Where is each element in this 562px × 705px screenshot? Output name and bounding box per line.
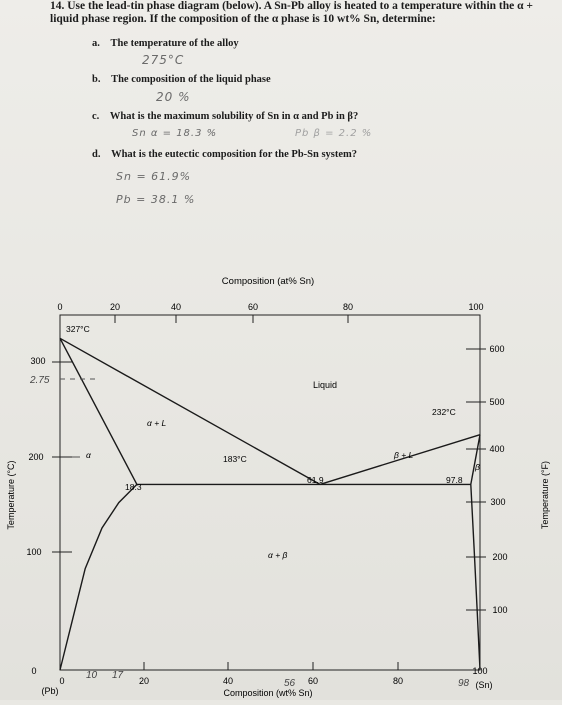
phase-diagram <box>0 270 562 700</box>
item-a-text: The temperature of the alloy <box>110 38 239 49</box>
label-eutectic-comp: 61.9 <box>307 475 324 485</box>
item-b <box>92 74 271 85</box>
top-tick-20: 20 <box>109 302 121 312</box>
right-tick-100: 100 <box>492 605 508 615</box>
region-beta: β <box>475 462 480 472</box>
solvus-right-curve <box>471 484 480 670</box>
bottom-tick-20: 20 <box>138 676 150 686</box>
region-beta-l: β + L <box>394 450 414 460</box>
label-pb-melting: 327°C <box>66 324 90 334</box>
answer-c-pb: Pb β = 2.2 % <box>295 128 373 139</box>
handwritten-98: 98 <box>458 678 470 689</box>
left-axis-label: Temperature (°C) <box>6 460 16 530</box>
right-tick-600: 600 <box>489 344 505 354</box>
right-tick-200: 200 <box>492 552 508 562</box>
plot-frame <box>60 315 480 670</box>
top-tick-0: 0 <box>57 302 63 312</box>
region-alpha-l: α + L <box>147 418 167 428</box>
item-a-label: a. <box>92 38 100 49</box>
left-tick-0: 0 <box>31 666 37 676</box>
region-alpha-beta: α + β <box>268 550 288 560</box>
handwritten-17: 17 <box>112 670 124 681</box>
bottom-axis-label: Composition (wt% Sn) <box>223 688 313 698</box>
label-sn-melting: 232°C <box>432 407 456 417</box>
bottom-tick-60: 60 <box>307 676 319 686</box>
left-tick-100: 100 <box>26 547 42 557</box>
item-b-text: The composition of the liquid phase <box>111 74 271 85</box>
top-tick-80: 80 <box>342 302 354 312</box>
region-alpha: α <box>86 450 91 460</box>
handwritten-275: 2.75 <box>30 375 50 386</box>
item-a <box>92 38 239 49</box>
answer-d-sn: Sn = 61.9% <box>116 170 192 183</box>
bottom-tick-80: 80 <box>392 676 404 686</box>
item-b-label: b. <box>92 74 101 85</box>
handwritten-56: 56 <box>284 678 296 689</box>
left-tick-200: 200 <box>28 452 44 462</box>
item-c-label: c. <box>92 111 100 122</box>
top-tick-60: 60 <box>247 302 259 312</box>
bottom-tick-0: 0 <box>59 676 65 686</box>
right-axis-label: Temperature (°F) <box>540 460 550 530</box>
left-tick-300: 300 <box>30 356 46 366</box>
item-c <box>92 111 358 122</box>
item-d-label: d. <box>92 149 101 160</box>
top-axis-label: Composition (at% Sn) <box>221 276 315 287</box>
item-c-text: What is the maximum solubility of Sn in α and Pb in β? <box>109 111 359 122</box>
solidus-right-curve <box>471 435 480 485</box>
handwritten-10: 10 <box>86 670 98 681</box>
top-tick-100: 100 <box>468 302 484 312</box>
answer-c-sn: Sn α = 18.3 % <box>132 128 218 139</box>
label-beta-max: 97.8 <box>446 475 463 485</box>
right-tick-500: 500 <box>489 397 505 407</box>
answer-d-pb: Pb = 38.1 % <box>116 193 196 206</box>
bottom-tick-100: 100 <box>472 666 488 676</box>
end-label-sn: (Sn) <box>475 680 493 690</box>
end-label-pb: (Pb) <box>41 686 59 696</box>
right-tick-400: 400 <box>489 444 505 454</box>
label-eutectic-temp: 183°C <box>223 454 247 464</box>
right-tick-300: 300 <box>490 497 506 507</box>
bottom-tick-40: 40 <box>222 676 234 686</box>
region-liquid: Liquid <box>313 380 338 390</box>
answer-a: 275°C <box>142 53 185 67</box>
answer-b: 20 % <box>156 90 191 104</box>
solvus-left-curve <box>60 484 137 670</box>
item-d-text: What is the eutectic composition for the Pb-Sn system? <box>111 149 358 160</box>
question-title: 14. Use the lead-tin phase diagram (below). A Sn-Pb alloy is heated to a temperature within the α + liquid phase region. If the composition of the α phase is 10 wt% Sn, determine: <box>50 0 533 25</box>
top-tick-40: 40 <box>170 302 182 312</box>
phase-diagram-svg <box>0 270 562 700</box>
label-alpha-max: 18.3 <box>125 482 142 492</box>
item-d <box>92 149 357 160</box>
